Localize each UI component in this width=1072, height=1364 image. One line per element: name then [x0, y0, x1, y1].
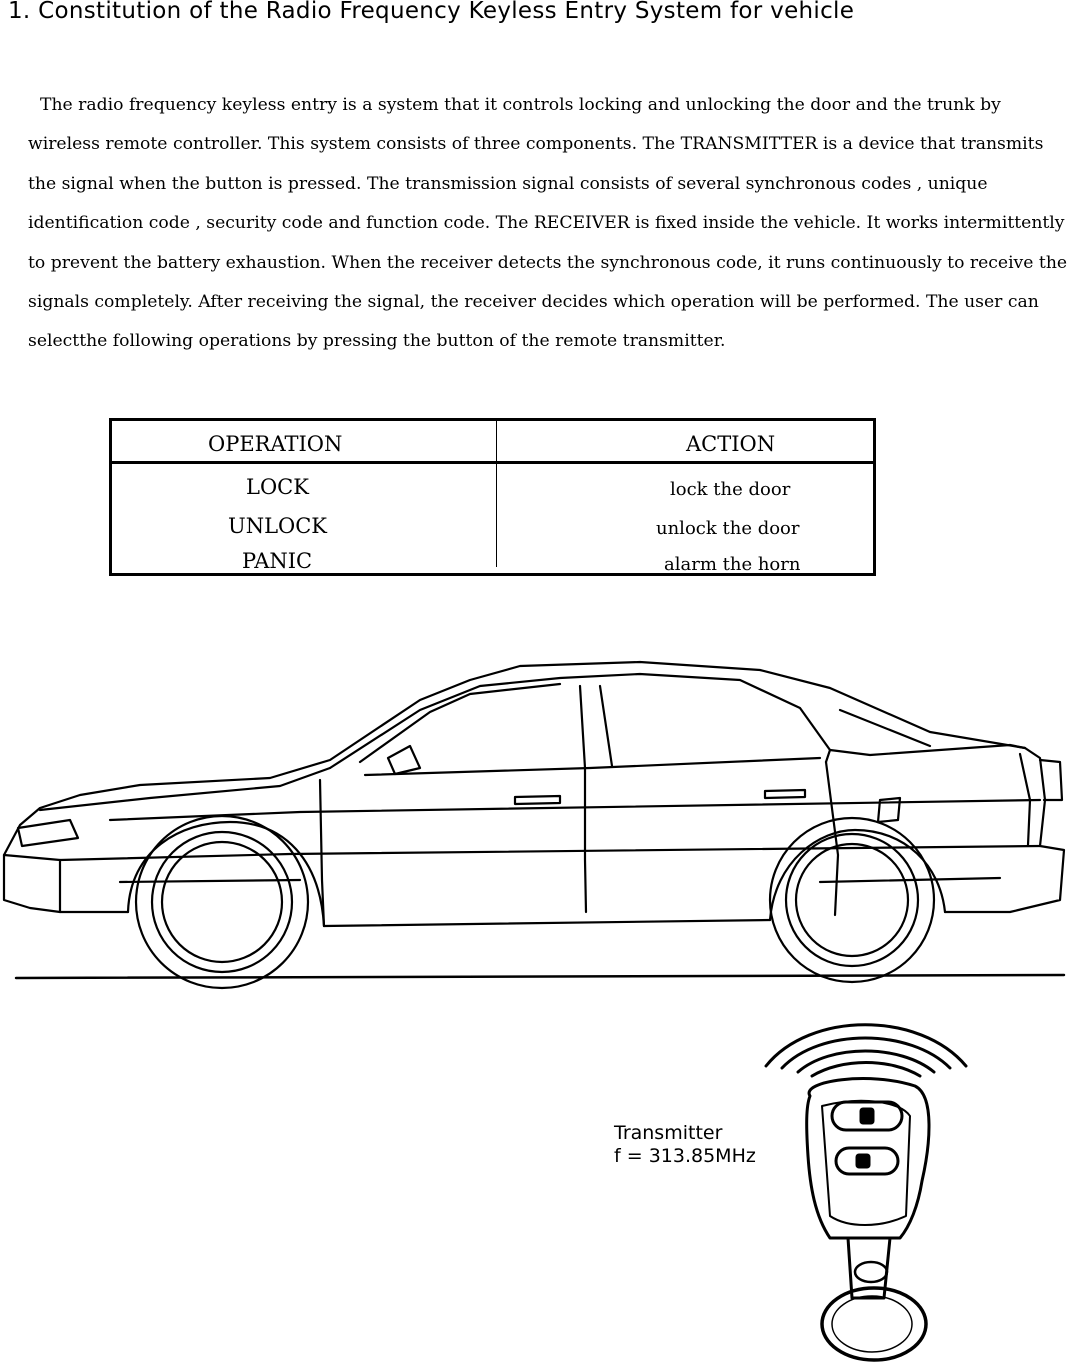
section-heading: 1. Constitution of the Radio Frequency Keyless Entry System for vehicle — [8, 0, 855, 24]
signal-waves-icon — [766, 1025, 966, 1076]
row-action-panic: alarm the horn — [664, 554, 801, 575]
row-operation-lock: LOCK — [246, 475, 309, 499]
caption-title: Transmitter — [614, 1122, 723, 1144]
header-action: ACTION — [686, 432, 776, 456]
column-divider — [496, 421, 497, 567]
row-action-lock: lock the door — [670, 479, 791, 500]
header-operation: OPERATION — [208, 432, 343, 456]
sedan-illustration — [0, 650, 1072, 990]
row-operation-panic: PANIC — [242, 549, 313, 573]
transmitter-illustration — [760, 1006, 972, 1364]
transmitter-caption — [614, 1122, 756, 1168]
row-operation-unlock: UNLOCK — [228, 514, 327, 538]
row-action-unlock: unlock the door — [656, 518, 800, 539]
operations-table — [109, 418, 876, 576]
caption-frequency: f = 313.85MHz — [614, 1145, 756, 1167]
body-paragraph: The radio frequency keyless entry is a system that it controls locking and unlocking the door and the trunk by wireless remote controller. This system consists of three components. The TRANSMITTER is a device that transmits the signal when the button is pressed. The transmission signal consists of several synchronous codes , unique identification code , security code and function code. The RECEIVER is fixed inside the vehicle. It works intermittently to prevent the battery exhaustion. When the receiver detects the synchronous code, it runs continuously to receive the signals completely. After receiving the signal, the receiver decides which operation will be performed. The user can selectthe following operations by pressing the button of the remote transmitter. — [28, 95, 1068, 352]
